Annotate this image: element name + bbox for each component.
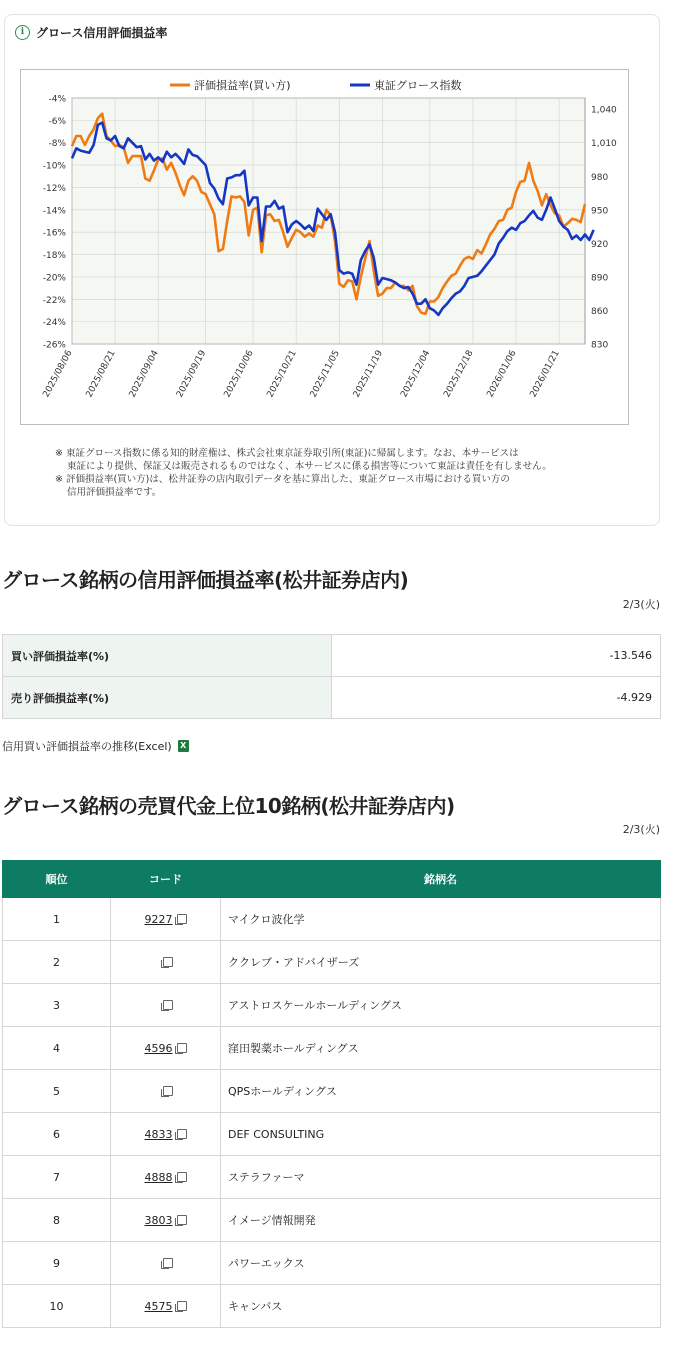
right-tick-label: 830: [591, 340, 609, 351]
table-row: [3, 635, 661, 677]
eval-date: 2/3(火): [622, 598, 660, 611]
ranking-table: [2, 860, 661, 1328]
header-code: コード: [111, 861, 221, 898]
x-tick-label: 2025/08/06: [41, 348, 75, 400]
copy-icon[interactable]: [163, 1258, 173, 1268]
right-tick-label: 950: [591, 206, 609, 217]
copy-icon[interactable]: [177, 1301, 187, 1311]
stock-code-link[interactable]: 3803: [144, 1213, 173, 1227]
buy-eval-value: -13.546: [332, 635, 661, 677]
note-line: 東証により提供、保証又は販売されるものではなく、本サービスに係る損害等について東証は責任を有しません。: [67, 461, 552, 472]
left-tick-label: -8%: [48, 139, 66, 150]
copy-icon[interactable]: [163, 1086, 173, 1096]
code-cell: [111, 1027, 221, 1070]
left-tick-label: -12%: [42, 183, 66, 194]
chart-card-header: [15, 24, 167, 41]
code-cell: [111, 1113, 221, 1156]
copy-icon[interactable]: [177, 1215, 187, 1225]
left-tick-label: -6%: [48, 116, 66, 127]
table-row: [3, 1113, 661, 1156]
table-row: [3, 1156, 661, 1199]
x-tick-label: 2025/08/21: [84, 348, 118, 400]
right-tick-label: 860: [591, 306, 609, 317]
legend-label: 評価損益率(買い方): [194, 79, 291, 92]
plot-area: [72, 98, 585, 344]
table-row: [3, 1242, 661, 1285]
code-cell: [111, 898, 221, 941]
x-tick-label: 2025/09/04: [127, 348, 161, 400]
copy-icon[interactable]: [177, 1129, 187, 1139]
rank-date: 2/3(火): [622, 823, 660, 836]
copy-icon[interactable]: [163, 957, 173, 967]
stock-name-cell: アストロスケールホールディングス: [221, 984, 661, 1027]
copy-icon[interactable]: [177, 1043, 187, 1053]
code-cell: [111, 984, 221, 1027]
chart-card-title: グロース信用評価損益率: [36, 26, 168, 40]
left-tick-label: -4%: [48, 94, 66, 105]
header-rank: 順位: [3, 861, 111, 898]
note-line: 信用評価損益率です。: [67, 487, 162, 498]
code-cell: [111, 1285, 221, 1328]
info-icon[interactable]: i: [15, 25, 30, 40]
x-tick-label: 2025/09/19: [175, 348, 209, 400]
rank-cell: 5: [3, 1070, 111, 1113]
credit-eval-chart: [20, 69, 630, 426]
table-row: [3, 677, 661, 719]
code-cell: [111, 941, 221, 984]
code-cell: [111, 1070, 221, 1113]
buy-eval-label: 買い評価損益率(%): [3, 635, 332, 677]
note-line: ※ 評価損益率(買い方)は、松井証券の店内取引データを基に算出した、東証グロース市場における買い方の: [55, 474, 510, 485]
right-tick-label: 920: [591, 239, 609, 250]
table-row: [3, 1199, 661, 1242]
rank-cell: 1: [3, 898, 111, 941]
eval-section-title: グロース銘柄の信用評価損益率(松井証券店内): [2, 568, 409, 592]
rank-cell: 3: [3, 984, 111, 1027]
table-row: [3, 984, 661, 1027]
stock-name-cell: QPSホールディングス: [221, 1070, 661, 1113]
legend-label: 東証グロース指数: [374, 79, 462, 92]
rank-cell: 8: [3, 1199, 111, 1242]
excel-icon[interactable]: X: [178, 740, 189, 752]
left-tick-label: -10%: [42, 161, 66, 172]
left-tick-label: -24%: [42, 318, 66, 329]
table-row: [3, 1285, 661, 1328]
stock-code-link[interactable]: 4575: [144, 1299, 173, 1313]
header-name: 銘柄名: [221, 861, 661, 898]
rank-cell: 2: [3, 941, 111, 984]
code-cell: [111, 1199, 221, 1242]
code-cell: [111, 1242, 221, 1285]
stock-name-cell: パワーエックス: [221, 1242, 661, 1285]
right-tick-label: 1,040: [591, 105, 617, 116]
rank-cell: 6: [3, 1113, 111, 1156]
x-tick-label: 2025/12/04: [399, 348, 433, 400]
table-row: [3, 1070, 661, 1113]
left-tick-label: -26%: [42, 340, 66, 351]
stock-name-cell: ククレブ・アドバイザーズ: [221, 941, 661, 984]
chart-notes: [55, 447, 552, 499]
right-tick-label: 890: [591, 273, 609, 284]
stock-name-cell: イメージ情報開発: [221, 1199, 661, 1242]
stock-name-cell: ステラファーマ: [221, 1156, 661, 1199]
eval-table: [2, 634, 661, 719]
rank-cell: 10: [3, 1285, 111, 1328]
rank-section-title: グロース銘柄の売買代金上位10銘柄(松井証券店内): [2, 794, 455, 818]
left-tick-label: -16%: [42, 228, 66, 239]
table-header-row: [3, 861, 661, 898]
x-tick-label: 2025/10/06: [222, 348, 256, 400]
left-tick-label: -20%: [42, 273, 66, 284]
sell-eval-label: 売り評価損益率(%): [3, 677, 332, 719]
stock-code-link[interactable]: 4888: [144, 1170, 173, 1184]
x-tick-label: 2025/11/19: [351, 348, 386, 400]
x-tick-label: 2026/01/21: [528, 348, 562, 400]
excel-link-label[interactable]: 信用買い評価損益率の推移(Excel): [2, 740, 172, 753]
stock-code-link[interactable]: 9227: [144, 912, 173, 926]
x-tick-label: 2025/12/18: [442, 348, 476, 400]
table-row: [3, 941, 661, 984]
right-tick-label: 980: [591, 172, 609, 183]
note-line: ※ 東証グロース指数に係る知的財産権は、株式会社東京証券取引所(東証)に帰属します。なお、本サービスは: [55, 448, 519, 459]
table-row: [3, 1027, 661, 1070]
table-row: [3, 898, 661, 941]
copy-icon[interactable]: [177, 1172, 187, 1182]
stock-name-cell: DEF CONSULTING: [221, 1113, 661, 1156]
right-tick-label: 1,010: [591, 139, 617, 150]
stock-name-cell: キャンバス: [221, 1285, 661, 1328]
rank-cell: 7: [3, 1156, 111, 1199]
copy-icon[interactable]: [163, 1000, 173, 1010]
code-cell: [111, 1156, 221, 1199]
left-tick-label: -22%: [42, 295, 66, 306]
stock-code-link[interactable]: 4833: [144, 1127, 173, 1141]
x-tick-label: 2025/11/05: [308, 348, 342, 400]
stock-code-link[interactable]: 4596: [144, 1041, 173, 1055]
rank-cell: 4: [3, 1027, 111, 1070]
stock-name-cell: マイクロ波化学: [221, 898, 661, 941]
sell-eval-value: -4.929: [332, 677, 661, 719]
x-tick-label: 2025/10/21: [265, 348, 299, 400]
stock-name-cell: 窪田製薬ホールディングス: [221, 1027, 661, 1070]
x-tick-label: 2026/01/06: [485, 348, 519, 400]
copy-icon[interactable]: [177, 914, 187, 924]
left-tick-label: -18%: [42, 251, 66, 262]
left-tick-label: -14%: [42, 206, 66, 217]
rank-cell: 9: [3, 1242, 111, 1285]
excel-download-link[interactable]: [2, 738, 189, 754]
